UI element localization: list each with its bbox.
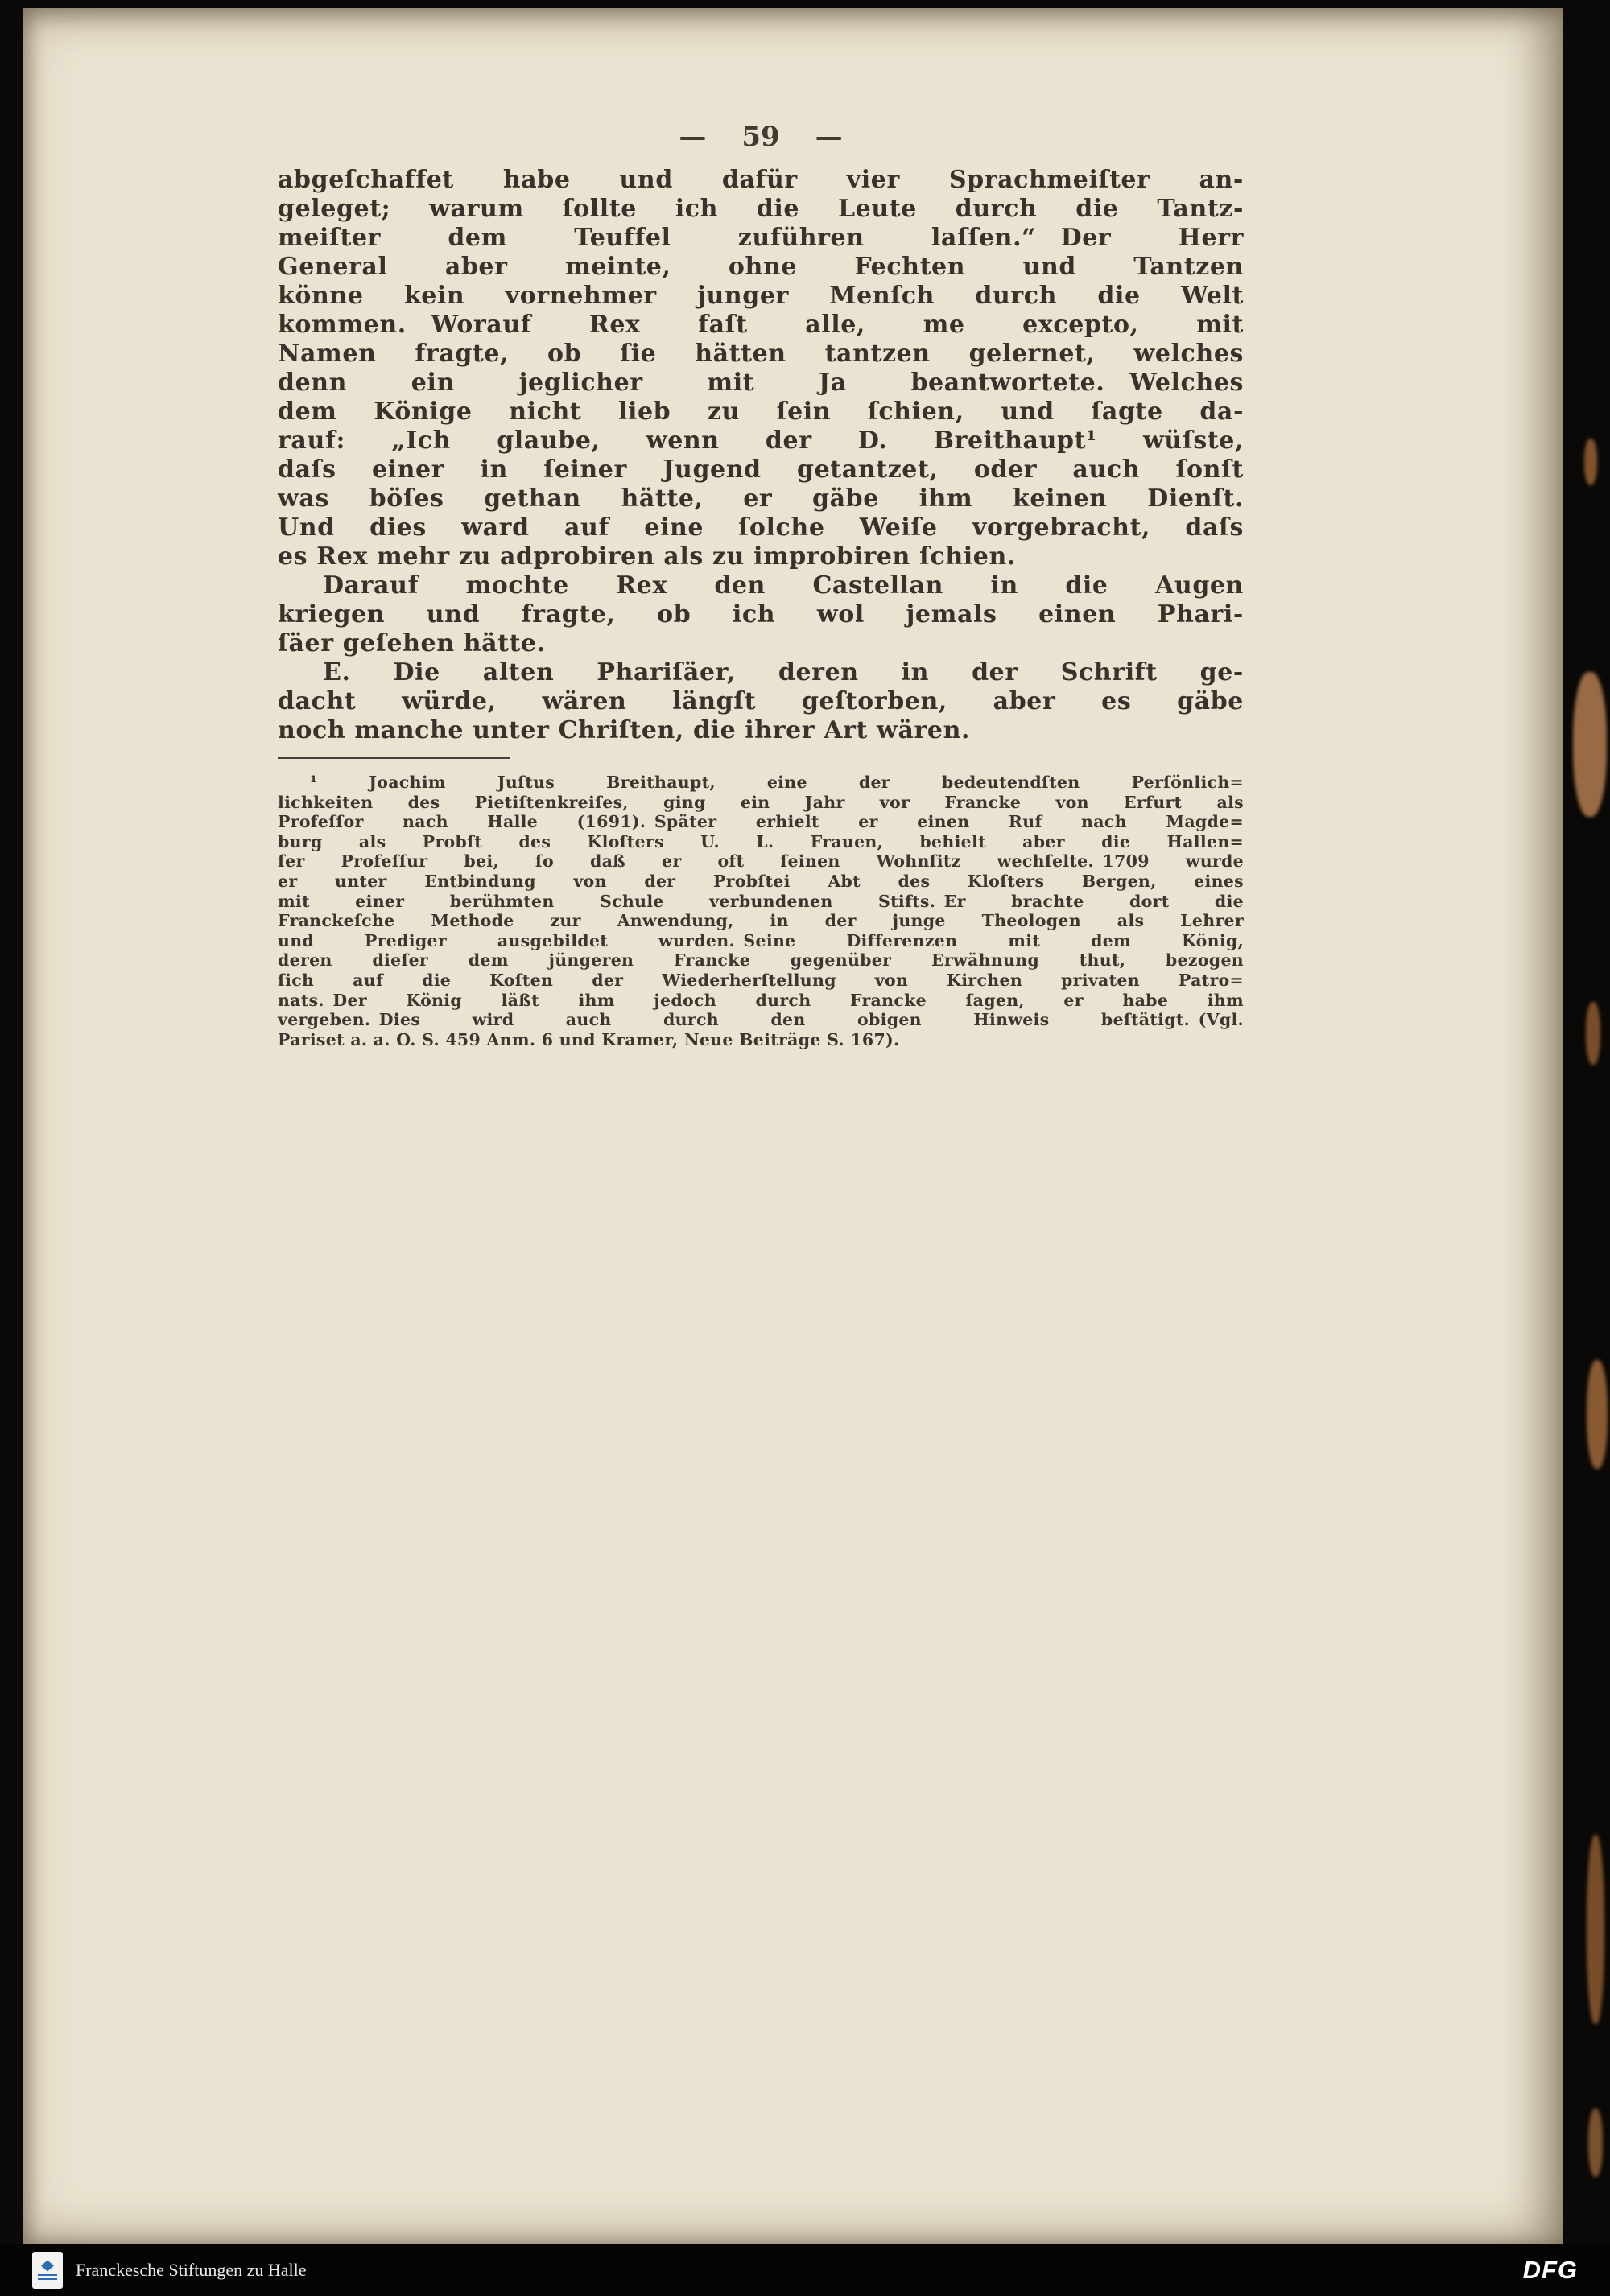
- footnote-line: nats. Der König läßt ihm jedoch durch Francke ſagen, er habe ihm: [278, 990, 1244, 1010]
- page-number: [278, 121, 1244, 153]
- footnote: [278, 773, 1244, 1049]
- logo-text-line: [38, 2274, 57, 2276]
- text-line: kriegen und fragte, ob ich wol jemals einen Phari-: [278, 600, 1244, 629]
- text-line: kommen. Worauf Rex faſt alle, me excepto, mit: [278, 311, 1244, 339]
- footnote-line: ſich auf die Koſten der Wiederherſtellung von Kirchen privaten Patro=: [278, 970, 1244, 990]
- book-edge-right: [1563, 0, 1610, 2244]
- footnote-line: er unter Entbindung von der Probſtei Abt des Kloſters Bergen, eines: [278, 871, 1244, 891]
- text-line: rauf: „Ich glaube, wenn der D. Breithaupt¹ wüſste,: [278, 427, 1244, 455]
- text-line: dacht würde, wären längſt geſtorben, aber es gäbe: [278, 687, 1244, 715]
- text-line: könne kein vornehmer junger Menſch durch die Welt: [278, 282, 1244, 310]
- text-line: dem Könige nicht lieb zu ſein ſchien, und ſagte da-: [278, 398, 1244, 426]
- footnote-line: Pariset a. a. O. S. 459 Anm. 6 und Kramer, Neue Beiträge S. 167).: [278, 1029, 900, 1049]
- text-line: abgeſchaffet habe und dafür vier Sprachmeiſter an-: [278, 166, 1244, 194]
- text-line: E. Die alten Phariſäer, deren in der Schrift ge-: [323, 658, 1244, 686]
- page-edge-wear-6: [1588, 2108, 1603, 2177]
- footnote-line: mit einer berühmten Schule verbundenen Stifts. Er brachte dort die: [278, 891, 1244, 911]
- main-text: [278, 166, 1244, 745]
- text-line: daſs einer in ſeiner Jugend getantzet, oder auch ſonſt: [278, 455, 1244, 484]
- book-page: [23, 8, 1563, 2244]
- footnote-line: Franckeſche Methode zur Anwendung, in der junge Theologen als Lehrer: [278, 911, 1244, 931]
- footnote-line: Profeſſor nach Halle (1691). Später erhielt er einen Ruf nach Magde=: [278, 812, 1244, 832]
- franckesche-stiftungen-logo: [32, 2252, 63, 2289]
- text-line: geleget; warum ſollte ich die Leute durch die Tantz-: [278, 195, 1244, 223]
- text-line: Darauf mochte Rex den Castellan in die Augen: [323, 571, 1244, 600]
- page-number-dash-right: —: [815, 121, 843, 153]
- page-edge-wear-4: [1587, 1360, 1608, 1469]
- text-line: ſäer geſehen hätte.: [278, 629, 546, 657]
- footnote-line: ſer Profeſſur bei, ſo daß er oft ſeinen Wohnſitz wechſelte. 1709 wurde: [278, 851, 1244, 872]
- footnote-line: ¹ Joachim Juſtus Breithaupt, eine der bedeutendſten Perſönlich=: [310, 773, 1244, 792]
- text-line: noch manche unter Chriſten, die ihrer Art wären.: [278, 716, 971, 744]
- page-edge-wear-5: [1587, 1835, 1604, 2024]
- text-line: denn ein jeglicher mit Ja beantwortete. Welches: [278, 369, 1244, 397]
- page-edge-wear-3: [1586, 1002, 1600, 1065]
- footnote-line: lichkeiten des Pietiſtenkreiſes, ging ein Jahr vor Francke von Erfurt als: [278, 792, 1244, 812]
- footnote-line: deren dieſer dem jüngeren Francke gegenüber Erwähnung thut, bezogen: [278, 950, 1244, 971]
- dfg-logo: DFG: [1522, 2255, 1578, 2284]
- page-edge-wear-2: [1573, 672, 1607, 817]
- library-name: Franckesche Stiftungen zu Halle: [76, 2259, 307, 2280]
- footnote-line: vergeben. Dies wird auch durch den obigen Hinweis beſtätigt. (Vgl.: [278, 1010, 1244, 1030]
- stiftungen-emblem-icon: [41, 2261, 54, 2272]
- page-number-value: 59: [741, 121, 780, 153]
- footnote-line: burg als Probſt des Kloſters U. L. Frauen, behielt aber die Hallen=: [278, 831, 1244, 851]
- footer-library-group: [32, 2252, 307, 2289]
- viewer-footer-bar: [0, 2244, 1610, 2296]
- text-line: was böſes gethan hätte, er gäbe ihm keinen Dienſt.: [278, 484, 1244, 513]
- text-line: General aber meinte, ohne Fechten und Tantzen: [278, 253, 1244, 281]
- footnote-separator: [278, 757, 510, 759]
- footnote-line: und Prediger ausgebildet wurden. Seine Differenzen mit dem König,: [278, 930, 1244, 950]
- text-line: Und dies ward auf eine ſolche Weiſe vorgebracht, daſs: [278, 513, 1244, 542]
- text-line: meiſter dem Teuffel zuführen laſſen.“ Der Herr: [278, 224, 1244, 252]
- page-number-dash-left: —: [679, 121, 707, 153]
- page-edge-wear-1: [1584, 439, 1597, 485]
- text-line: es Rex mehr zu adprobiren als zu improbiren ſchien.: [278, 542, 1016, 571]
- text-line: Namen fragte, ob ſie hätten tantzen gelernet, welches: [278, 340, 1244, 368]
- logo-text-line: [38, 2278, 57, 2280]
